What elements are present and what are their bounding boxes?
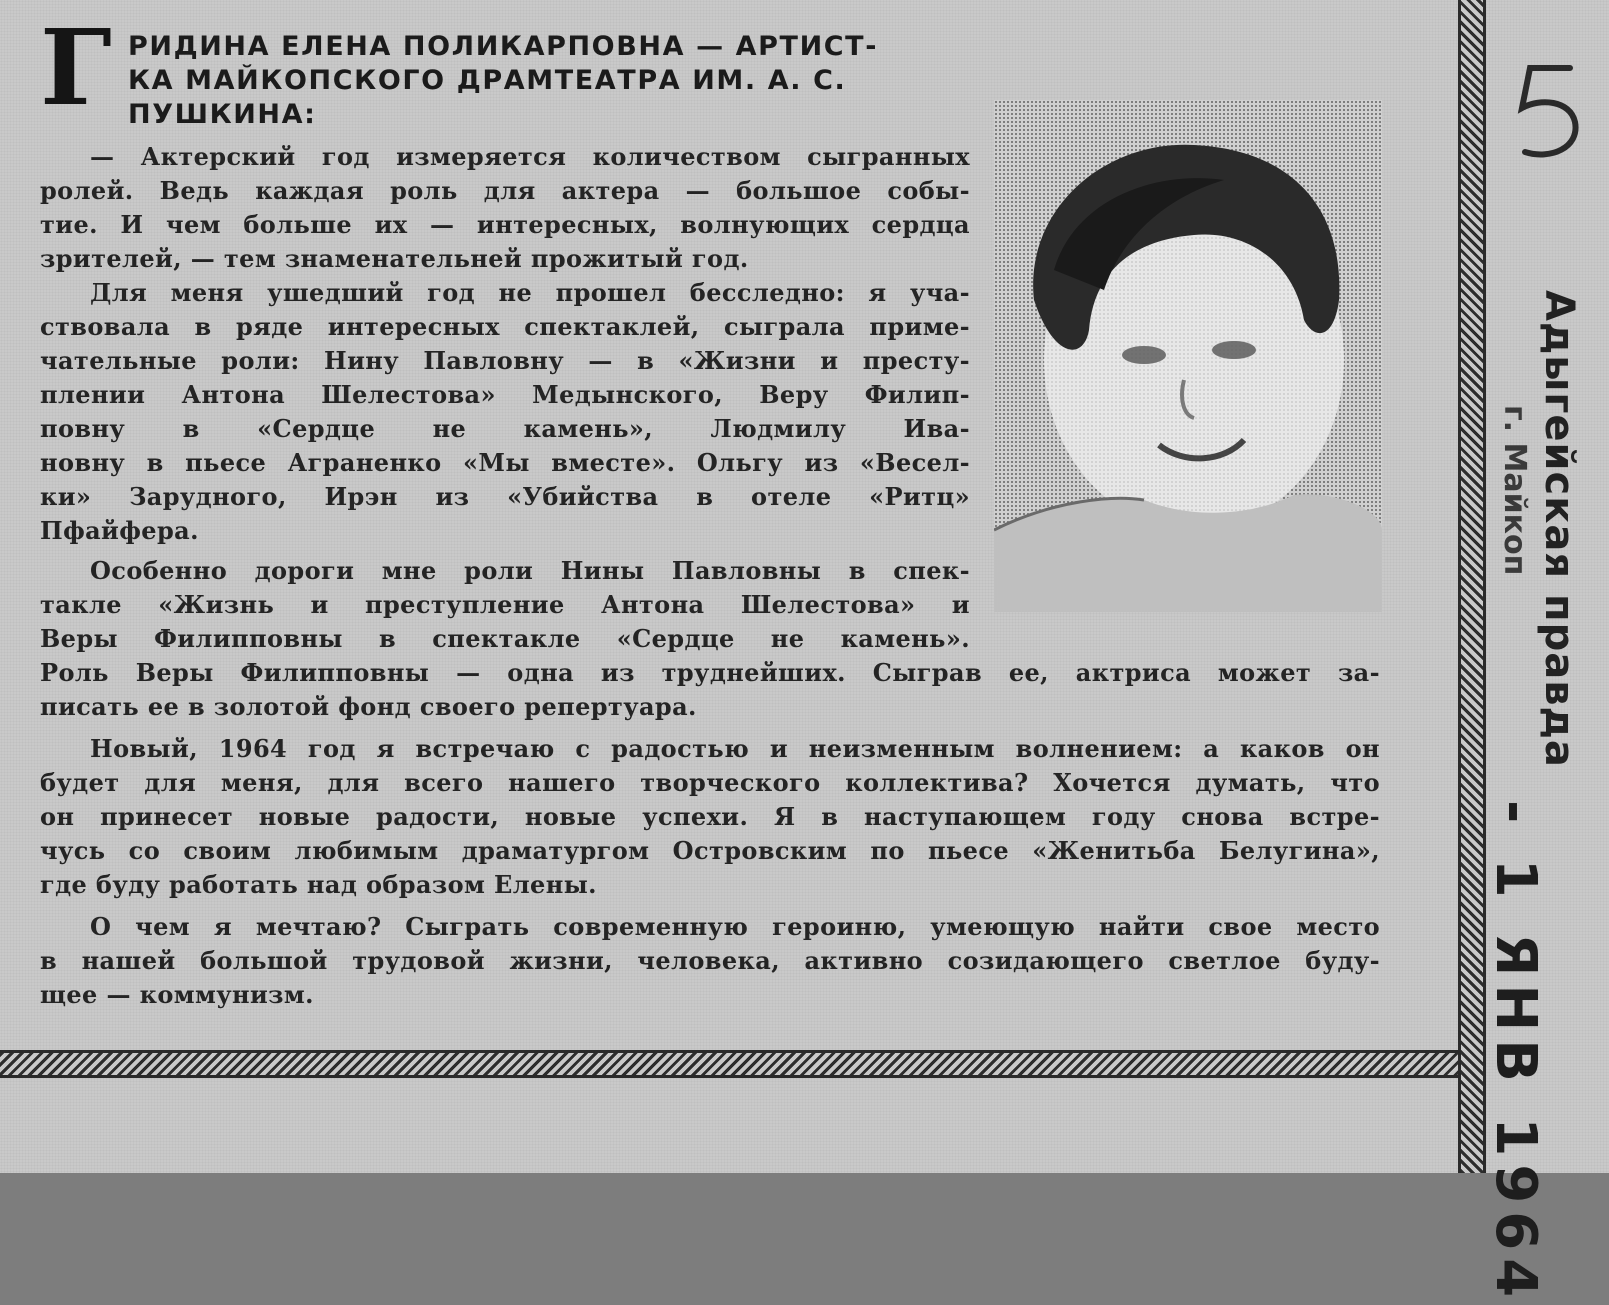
article-line: Новый, 1964 год я встречаю с радостью и неизменным волнением: а каков он xyxy=(90,734,1380,763)
article-line: чательные роли: Нину Павловну — в «Жизни и престу- xyxy=(40,346,970,375)
article-line: Роль Веры Филипповны — одна из труднейших. Сыграв ее, актриса может за- xyxy=(40,658,1380,687)
article-line: зрителей, — тем знаменательней прожитый год. xyxy=(40,244,749,273)
article-line: Особенно дороги мне роли Нины Павловны в спек- xyxy=(90,556,970,585)
article-line: чусь со своим любимым драматургом Островским по пьесе «Женитьба Белугина», xyxy=(40,836,1380,865)
stamp-city: г. Майкоп xyxy=(1497,405,1532,576)
article-line: плении Антона Шелестова» Медынского, Веру Филип- xyxy=(40,380,970,409)
stamp-newspaper-name: Адыгейская правда xyxy=(1536,290,1582,768)
article-line: Пфайфера. xyxy=(40,516,199,545)
heading-line: КА МАЙКОПСКОГО ДРАМТЕАТРА ИМ. А. С. xyxy=(128,65,847,96)
article-heading xyxy=(128,30,980,132)
article-line: в нашей большой трудовой жизни, человека, активно созидающего светлое буду- xyxy=(40,946,1380,975)
portrait-figure xyxy=(994,100,1382,612)
handwritten-mark-five xyxy=(1500,60,1600,170)
article-line: ствовала в ряде интересных спектаклей, сыграла приме- xyxy=(40,312,970,341)
heading-line: РИДИНА ЕЛЕНА ПОЛИКАРПОВНА — АРТИСТ- xyxy=(128,31,879,62)
article-line: будет для меня, для всего нашего творческого коллектива? Хочется думать, что xyxy=(40,768,1380,797)
article-line: он принесет новые радости, новые успехи. Я в наступающем году снова встре- xyxy=(40,802,1380,831)
heading-line: ПУШКИНА: xyxy=(128,99,317,130)
article-line: повну в «Сердце не камень», Людмилу Ива- xyxy=(40,414,970,443)
drop-cap: Г xyxy=(40,6,112,129)
stamp-date: - 1 ЯНВ 1964 xyxy=(1483,800,1548,1305)
article-line: Для меня ушедший год не прошел бесследно: я уча- xyxy=(90,278,970,307)
article-line: Веры Филипповны в спектакле «Сердце не камень». xyxy=(40,624,970,653)
article-line: где буду работать над образом Елены. xyxy=(40,870,597,899)
article-line: щее — коммунизм. xyxy=(40,980,314,1009)
article-line: — Актерский год измеряется количеством сыгранных xyxy=(90,142,970,171)
article-line: новну в пьесе Аграненко «Мы вместе». Ольгу из «Весел- xyxy=(40,448,970,477)
article-line: ролей. Ведь каждая роль для актера — большое собы- xyxy=(40,176,970,205)
article-line: писать ее в золотой фонд своего репертуара. xyxy=(40,692,697,721)
actress-portrait-photo xyxy=(994,100,1382,612)
clipping-border-right xyxy=(1458,0,1486,1173)
article-line: ки» Зарудного, Ирэн из «Убийства в отеле «Ритц» xyxy=(40,482,970,511)
clipping-border-bottom xyxy=(0,1050,1460,1078)
article-line: О чем я мечтаю? Сыграть современную героиню, умеющую найти свое место xyxy=(90,912,1380,941)
article-line: тие. И чем больше их — интересных, волнующих сердца xyxy=(40,210,970,239)
article-line: такле «Жизнь и преступление Антона Шелестова» и xyxy=(40,590,970,619)
